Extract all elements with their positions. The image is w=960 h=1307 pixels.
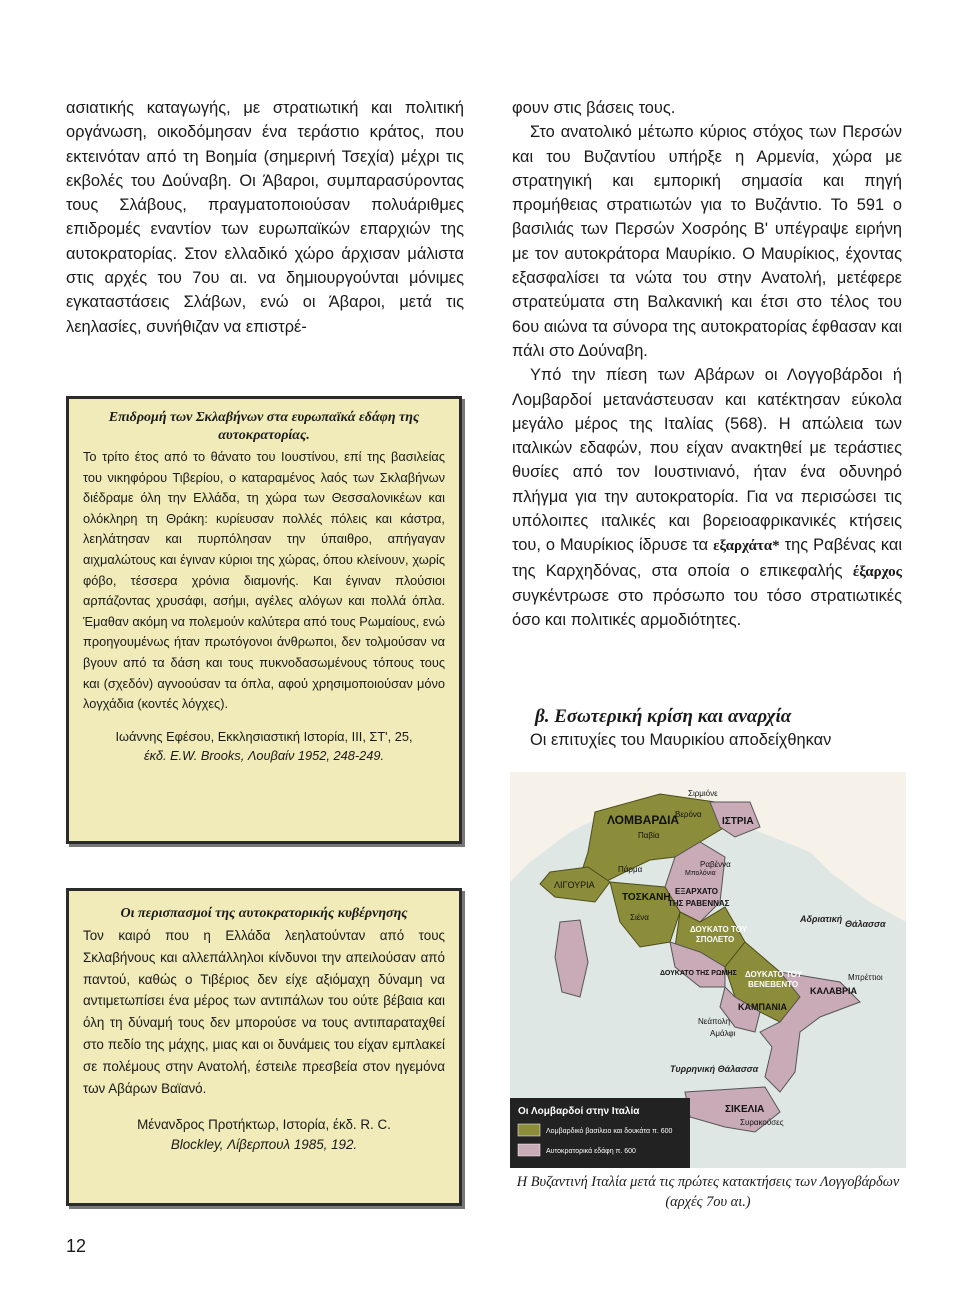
source-line: Ιωάννης Εφέσου, Εκκλησιαστική Ιστορία, ΙΙΙ, ΣΤ', 25,	[115, 728, 413, 744]
label-adriatic-2: Θάλασσα	[845, 919, 886, 929]
label-modena: Μπολόνια	[685, 870, 716, 877]
label-benevento-2: ΒΕΝΕΒΕΝΤΟ	[748, 980, 799, 989]
legend-swatch-lombard	[518, 1124, 540, 1136]
label-amalfi: Αμάλφι	[710, 1029, 736, 1038]
italy-map	[510, 772, 906, 1168]
page-number: 12	[66, 1236, 87, 1256]
legend-item-imperial: Αυτοκρατορικά εδάφη π. 600	[546, 1148, 636, 1155]
section-paragraph: Οι επιτυχίες του Μαυρικίου αποδείχθηκαν	[530, 731, 832, 749]
right-paragraph-3	[512, 363, 902, 632]
right-paragraph-1: φουν στις βάσεις τους.	[512, 99, 676, 117]
legend-title: Οι Λομβαρδοί στην Ιταλία	[518, 1106, 640, 1117]
source-line: Μένανδρος Προτήκτωρ, Ιστορία, έκδ. R. C.	[137, 1117, 391, 1133]
source-box-distractions	[66, 888, 462, 1206]
legend-swatch-imperial	[518, 1144, 540, 1156]
box-source	[83, 1115, 445, 1155]
label-verona: Βερόνα	[675, 810, 702, 819]
source-line: έκδ. E.W. Brooks, Λουβαίν 1952, 248-249.	[143, 747, 385, 763]
paragraph-text: συγκέντρωσε στο πρόσωπο του τόσο στρατιωτικές όσο και πολιτικές αρμοδιότητες.	[512, 586, 902, 630]
label-tyrrhenian: Τυρρηνική Θάλασσα	[670, 1064, 759, 1074]
label-spoleto-2: ΣΠΟΛΕΤΟ	[696, 935, 735, 944]
box-text: Τον καιρό που η Ελλάδα λεηλατούνταν από τους Σκλαβήνους και αλλεπάλληλοι κίνδυνοι την απειλούσαν από παντού, καθώς ο Τιβέριος δεν είχε αξιόμαχη δύναμη να αντιμετωπίσει ένα μέρος των αντιπάλων του ούτε βέβαια και όλη τη δύναμή τους δεν μπορούσε να τους αντιπαραταχθεί στο πεδίο της μάχης, μιας και οι δυνάμεις του είχαν εμπλακεί σε πολέμους στην Ανατολή, έστειλε πρεσβεία στον ηγεμόνα των Αβάρων Βαϊανό.	[83, 928, 445, 1096]
label-brettia: Μπρέττιοι	[848, 973, 883, 982]
label-toskani: ΤΟΣΚΑΝΗ	[622, 892, 671, 903]
box-title: Οι περισπασμοί της αυτοκρατορικής κυβέρνησης	[120, 906, 408, 921]
label-exarchato-1: ΕΞΑΡΧΑΤΟ	[675, 887, 719, 896]
right-paragraph-2: Στο ανατολικό μέτωπο κύριος στόχος των Περσών και του Βυζαντίου υπήρξε η Αρμενία, χώρα με στρατηγική και εμπορική σημασία και πηγή προμήθειας στρατιωτών για το Βυζάντιο. Το 591 ο βασιλιάς των Περσών Χοσρόης Β' υπέγραψε ειρήνη με τον αυτοκράτορα Μαυρίκιο. Ο Μαυρίκιος, έχοντας εξασφαλίσει τα νώτα του στην Ανατολή, μετέφερε στρατεύματα στη Βαλκανική και έτσι στο τέλος του 6ου αιώνα τα σύνορα της αυτοκρατορίας έφθασαν και πάλι στο Δούναβη.	[512, 123, 902, 360]
paragraph-text: της Ραβένας και της Καρχηδόνας, στα οποία ο επικεφαλής	[512, 536, 902, 580]
box-text: Το τρίτο έτος από το θάνατο του Ιουστίνου, επί της βασιλείας του νικηφόρου Τιβερίου, ο καταραμένος λαός των Σκλαβήνων διέδραμε όλη την Ελλάδα, τη χώρα των Θεσσαλονικέων και ολόκληρη τη Θράκη: κυρίευσαν πολλές πόλεις και κάστρα, λεηλάτησαν και πυρπόλησαν την ύπαιθρο, απήγαγαν αιχμαλώτους και έγιναν κύριοι της χώρας, όπου κλείνουν, χωρίς φόβο, τέσσερα χρόνια διαμονής. Και έγιναν πλούσιοι αρπάζοντας χρυσάφι, ασήμι, αγέλες αλόγων και πολλά όπλα. Έμαθαν ακόμη να πολεμούν καλύτερα από τους Ρωμαίους, ενώ προηγουμένως ήταν πρωτόγονοι άνθρωποι, δεν τολμούσαν να βγουν από τα δάση και τους πυκνοδασωμένους τόπους τους και (σχεδόν) αγνοούσαν τα όπλα, αφού χρησιμοποιούσαν μόνο λογχάδια (κοντές λόγχες).	[83, 449, 445, 712]
label-neapoli: Νεάπολη	[698, 1017, 731, 1026]
glossary-term-exarchates[interactable]: εξαρχάτα*	[713, 538, 780, 555]
map-caption: Η Βυζαντινή Ιταλία μετά τις πρώτες κατακτήσεις των Λογγοβάρδων (αρχές 7ου αι.)	[516, 1174, 900, 1210]
label-syrakouses: Συρακούσες	[740, 1118, 784, 1127]
label-exarchato-2: ΤΗΣ ΡΑΒΕΝΝΑΣ	[668, 899, 730, 908]
map-svg	[510, 772, 906, 1168]
label-benevento-1: ΔΟΥΚΑΤΟ ΤΟΥ	[745, 970, 803, 979]
glossary-term-exarch[interactable]: έξαρχος	[852, 563, 902, 580]
label-adriatic-1: Αδριατική	[800, 914, 843, 924]
label-sikelia: ΣΙΚΕΛΙΑ	[725, 1104, 765, 1115]
left-column	[66, 96, 464, 339]
label-liguria: ΛΙΓΟΥΡΙΑ	[554, 880, 595, 890]
source-box-slav-raids	[66, 396, 462, 844]
label-spoleto-1: ΔΟΥΚΑΤΟ ΤΟΥ	[690, 925, 748, 934]
right-column	[512, 96, 902, 633]
label-istria: ΙΣΤΡΙΑ	[722, 816, 754, 827]
label-siena: Σιένα	[630, 913, 649, 922]
section-heading: β. Εσωτερική κρίση και αναρχία	[535, 706, 792, 727]
source-line: Blockley, Λίβερπουλ 1985, 192.	[170, 1137, 358, 1153]
box-source	[83, 727, 445, 765]
label-pavia: Παβία	[638, 831, 660, 840]
legend-item-lombard: Λομβαρδικό βασίλειο και δουκάτα π. 600	[546, 1128, 673, 1135]
label-kampania: ΚΑΜΠΑΝΙΑ	[738, 1002, 787, 1012]
box-title: Επιδρομή των Σκλαβήνων στα ευρωπαϊκά εδάφη της αυτοκρατορίας.	[108, 410, 420, 443]
label-kalavria: ΚΑΛΑΒΡΙΑ	[810, 986, 858, 996]
label-sirmio: Σιρμιόνε	[688, 789, 718, 798]
label-parma: Πάρμα	[618, 865, 643, 874]
section-text	[512, 728, 902, 752]
label-lombardia: ΛΟΜΒΑΡΔΙΑ	[607, 813, 680, 827]
label-rome: ΔΟΥΚΑΤΟ ΤΗΣ ΡΩΜΗΣ	[660, 970, 737, 977]
left-paragraph: ασιατικής καταγωγής, με στρατιωτική και πολιτική οργάνωση, οικοδόμησαν ένα τεράστιο κράτος, που εκτεινόταν από τη Βοημία (σημερινή Τσεχία) μέχρι τις εκβολές του Δούναβη. Οι Άβαροι, συμπαρασύροντας τους Σλάβους, πραγματοποιούσαν πολυάριθμες επιδρομές εναντίον των ευρωπαϊκών επαρχιών της αυτοκρατορίας. Στον ελλαδικό χώρο άρχισαν μάλιστα στις αρχές του 7ου αι. να δημιουργούνται μόνιμες εγκαταστάσεις Σλάβων, ενώ οι Άβαροι, μετά τις λεηλασίες, συνήθιζαν να επιστρέ-	[66, 99, 464, 336]
paragraph-text: Υπό την πίεση των Αβάρων οι Λογγοβάρδοι ή Λομβαρδοί μετανάστευσαν και κατέκτησαν εύκολα μεγάλο μέρος της Ιταλίας (568). Η απώλεια των ιταλικών εδαφών, που είχαν ανακτηθεί με τεράστιες θυσίες από τον Ιουστινιανό, ήταν ένα οδυνηρό πλήγμα για την αυτοκρατορία. Για να περισώσει τις υπόλοιπες ιταλικές και βορειοαφρικανικές κτήσεις του, ο Μαυρίκιος ίδρυσε τα	[512, 366, 902, 555]
label-ravenna: Ραβέννα	[700, 860, 731, 869]
